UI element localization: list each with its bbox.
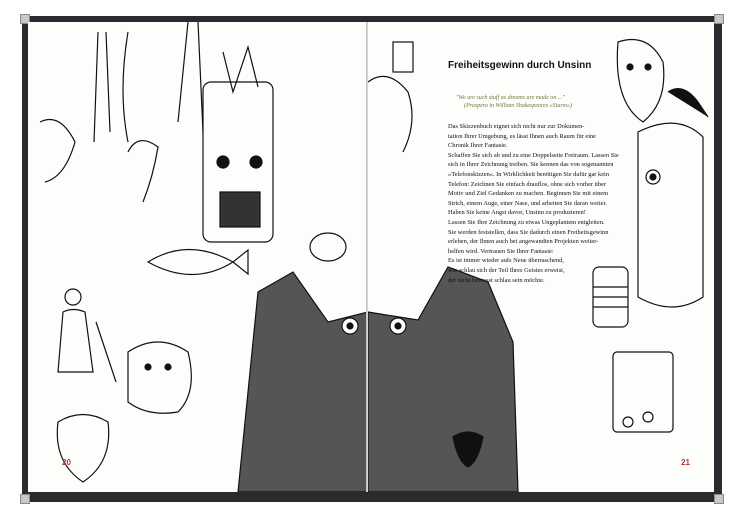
doodle-legs	[94, 32, 110, 142]
body-line: »Telefonskizzen«. In Wirklichkeit benötigen Sie dafür gar kein	[448, 170, 610, 178]
corner-protector	[714, 14, 724, 24]
open-book	[22, 16, 722, 502]
doodle-flower-figure	[613, 352, 673, 432]
body-line: Lassen Sie Ihre Zeichnung zu etwas Ungeplantem entgleiten.	[448, 218, 605, 226]
body-line: sich in Ihrer Zeichnung treiben. Sie kennen das von sogenannten	[448, 161, 614, 169]
left-page	[28, 22, 368, 492]
doodle-head-top-right	[617, 40, 664, 123]
doodle-cat-head-right	[368, 267, 518, 492]
body-line: Motiv und Ziel Gedanken zu machen. Beginnen Sie mit einem	[448, 190, 609, 198]
body-line: helfen wird. Vertrauen Sie Ihrer Fantasie:	[448, 247, 554, 255]
body-line: wie schlau sich der Teil Ihres Geistes erweist,	[448, 266, 565, 274]
page-number-right: 21	[681, 458, 690, 467]
quote-line: "We are such stuff as dreams are made on ..."	[456, 95, 565, 101]
page-number-left: 20	[62, 458, 71, 467]
doodle-face	[57, 415, 108, 483]
body-line: Schaffen Sie sich ab und zu eine Doppelseite Freiraum. Lassen Sie	[448, 151, 619, 159]
body-line: Das Skizzenbuch eignet sich nicht nur zur Dokumen-	[448, 123, 585, 130]
body-text	[448, 122, 658, 285]
body-line: Chronik Ihrer Fantasie.	[448, 142, 508, 150]
body-line: Es ist immer wieder aufs Neue überraschend,	[448, 257, 564, 265]
body-line: Telefon: Zeichnen Sie einfach drauflos, ohne sich vorher über	[448, 180, 607, 188]
corner-protector	[20, 494, 30, 504]
doodle-dog	[128, 342, 191, 413]
body-line: Sie werden feststellen, dass Sie dadurch einen Freiheitsgewinn	[448, 228, 609, 236]
body-line: tation Ihrer Umgebung, es lässt Ihnen auch Raum für eine	[448, 132, 597, 140]
page-title: Freiheitsgewinn durch Unsinn	[448, 60, 592, 71]
body-line: erleben, der Ihnen auch bei angewandten Projekten weiter-	[448, 238, 599, 246]
body-line: Haben Sie keine Angst davor, Unsinn zu produzieren!	[448, 209, 586, 217]
doodle-pig	[310, 233, 346, 261]
doodle-crow	[668, 89, 708, 117]
left-page-doodles	[28, 22, 368, 492]
doodle-top-hat	[393, 42, 413, 72]
corner-protector	[714, 494, 724, 504]
quote-source: (Prospero in William Shakespeares »Sturm«)	[464, 103, 572, 109]
right-page	[368, 22, 714, 492]
body-line: Strich, einem Auge, einer Nase, und arbeiten Sie daran weiter.	[448, 199, 607, 207]
doodle-fish	[148, 250, 233, 275]
quote	[456, 94, 572, 110]
body-line: der nicht bewusst schlau sein möchte.	[448, 276, 545, 284]
doodle-cat-head-left	[238, 272, 368, 492]
doodle-woman	[65, 289, 81, 305]
